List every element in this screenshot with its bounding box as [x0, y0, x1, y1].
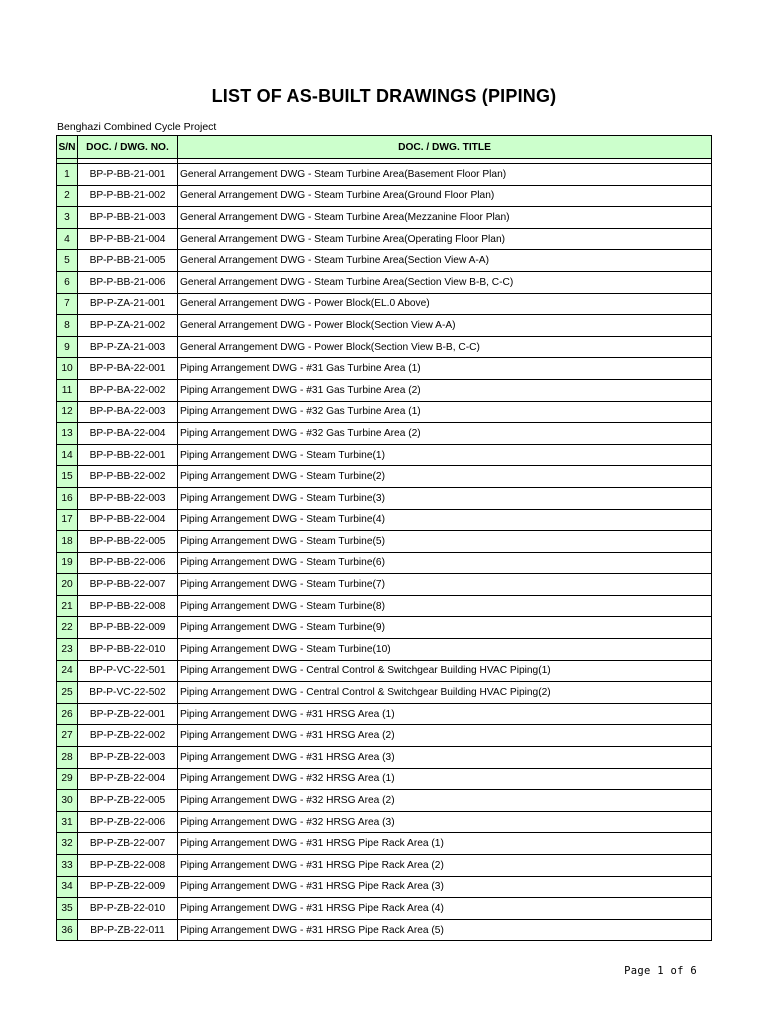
row-sn-cell: 2: [57, 185, 78, 207]
row-doc-no-cell: BP-P-BB-22-004: [78, 509, 178, 531]
row-doc-title-cell: General Arrangement DWG - Steam Turbine Area(Ground Floor Plan): [178, 185, 712, 207]
row-sn-cell: 30: [57, 790, 78, 812]
row-doc-no-cell: BP-P-BB-21-003: [78, 207, 178, 229]
table-row: [57, 725, 712, 747]
table-row: [57, 185, 712, 207]
row-sn-cell: 35: [57, 898, 78, 920]
table-row: [57, 617, 712, 639]
row-sn-cell: 16: [57, 487, 78, 509]
row-sn-cell: 27: [57, 725, 78, 747]
table-row: [57, 747, 712, 769]
row-sn-cell: 18: [57, 531, 78, 553]
table-row: [57, 207, 712, 229]
row-doc-title-cell: Piping Arrangement DWG - Steam Turbine(10): [178, 639, 712, 661]
row-doc-title-cell: Piping Arrangement DWG - #32 HRSG Area (3): [178, 811, 712, 833]
row-doc-no-cell: BP-P-BA-22-001: [78, 358, 178, 380]
row-doc-no-cell: BP-P-ZB-22-011: [78, 919, 178, 941]
row-sn-cell: 19: [57, 552, 78, 574]
table-row: [57, 423, 712, 445]
row-doc-title-cell: General Arrangement DWG - Steam Turbine Area(Operating Floor Plan): [178, 228, 712, 250]
table-row: [57, 682, 712, 704]
table-row: [57, 164, 712, 186]
row-doc-title-cell: General Arrangement DWG - Steam Turbine Area(Section View B-B, C-C): [178, 271, 712, 293]
row-doc-title-cell: Piping Arrangement DWG - #31 HRSG Pipe Rack Area (3): [178, 876, 712, 898]
row-doc-no-cell: BP-P-ZB-22-005: [78, 790, 178, 812]
row-doc-title-cell: General Arrangement DWG - Power Block(Section View B-B, C-C): [178, 336, 712, 358]
row-sn-cell: 29: [57, 768, 78, 790]
table-row: [57, 293, 712, 315]
table-row: [57, 444, 712, 466]
row-doc-no-cell: BP-P-BB-21-006: [78, 271, 178, 293]
row-doc-no-cell: BP-P-ZB-22-009: [78, 876, 178, 898]
row-sn-cell: 15: [57, 466, 78, 488]
table-row: [57, 876, 712, 898]
row-doc-title-cell: Piping Arrangement DWG - #31 HRSG Area (2): [178, 725, 712, 747]
row-sn-cell: 11: [57, 379, 78, 401]
row-doc-no-cell: BP-P-ZA-21-003: [78, 336, 178, 358]
table-row: [57, 639, 712, 661]
row-doc-title-cell: General Arrangement DWG - Steam Turbine Area(Basement Floor Plan): [178, 164, 712, 186]
row-doc-no-cell: BP-P-ZA-21-001: [78, 293, 178, 315]
row-doc-title-cell: Piping Arrangement DWG - #31 HRSG Area (3): [178, 747, 712, 769]
table-row: [57, 401, 712, 423]
row-sn-cell: 21: [57, 595, 78, 617]
table-row: [57, 811, 712, 833]
row-doc-no-cell: BP-P-VC-22-502: [78, 682, 178, 704]
row-doc-title-cell: Piping Arrangement DWG - #31 HRSG Pipe Rack Area (1): [178, 833, 712, 855]
row-sn-cell: 8: [57, 315, 78, 337]
table-row: [57, 315, 712, 337]
row-doc-no-cell: BP-P-ZB-22-008: [78, 855, 178, 877]
table-row: [57, 509, 712, 531]
row-doc-no-cell: BP-P-ZB-22-004: [78, 768, 178, 790]
row-doc-no-cell: BP-P-ZB-22-010: [78, 898, 178, 920]
row-doc-title-cell: Piping Arrangement DWG - Steam Turbine(8): [178, 595, 712, 617]
row-sn-cell: 36: [57, 919, 78, 941]
table-row: [57, 250, 712, 272]
row-sn-cell: 22: [57, 617, 78, 639]
header-doc-title: DOC. / DWG. TITLE: [178, 136, 712, 159]
table-row: [57, 228, 712, 250]
row-sn-cell: 24: [57, 660, 78, 682]
table-row: [57, 466, 712, 488]
row-doc-title-cell: General Arrangement DWG - Steam Turbine Area(Section View A-A): [178, 250, 712, 272]
row-doc-no-cell: BP-P-ZB-22-002: [78, 725, 178, 747]
row-doc-no-cell: BP-P-VC-22-501: [78, 660, 178, 682]
table-row: [57, 487, 712, 509]
row-doc-title-cell: Piping Arrangement DWG - Steam Turbine(7): [178, 574, 712, 596]
page-number: Page 1 of 6: [624, 965, 697, 977]
row-doc-no-cell: BP-P-BB-22-002: [78, 466, 178, 488]
project-name: Benghazi Combined Cycle Project: [57, 121, 217, 133]
table-row: [57, 574, 712, 596]
row-doc-title-cell: Piping Arrangement DWG - #31 HRSG Pipe Rack Area (4): [178, 898, 712, 920]
row-doc-title-cell: Piping Arrangement DWG - #32 HRSG Area (1): [178, 768, 712, 790]
row-sn-cell: 28: [57, 747, 78, 769]
header-doc-no: DOC. / DWG. NO.: [78, 136, 178, 159]
row-doc-no-cell: BP-P-BB-22-009: [78, 617, 178, 639]
row-doc-no-cell: BP-P-BB-22-010: [78, 639, 178, 661]
row-doc-title-cell: Piping Arrangement DWG - #31 Gas Turbine Area (1): [178, 358, 712, 380]
row-sn-cell: 10: [57, 358, 78, 380]
table-row: [57, 833, 712, 855]
row-doc-no-cell: BP-P-BB-21-001: [78, 164, 178, 186]
table-row: [57, 358, 712, 380]
row-doc-title-cell: Piping Arrangement DWG - #32 Gas Turbine Area (1): [178, 401, 712, 423]
row-doc-title-cell: Piping Arrangement DWG - Steam Turbine(6): [178, 552, 712, 574]
row-doc-no-cell: BP-P-BB-22-007: [78, 574, 178, 596]
row-doc-no-cell: BP-P-BA-22-003: [78, 401, 178, 423]
row-doc-no-cell: BP-P-BB-22-003: [78, 487, 178, 509]
row-doc-title-cell: General Arrangement DWG - Steam Turbine Area(Mezzanine Floor Plan): [178, 207, 712, 229]
row-doc-title-cell: Piping Arrangement DWG - #32 Gas Turbine Area (2): [178, 423, 712, 445]
table-row: [57, 790, 712, 812]
document-title: LIST OF AS-BUILT DRAWINGS (PIPING): [211, 86, 557, 106]
row-sn-cell: 20: [57, 574, 78, 596]
row-doc-no-cell: BP-P-BB-21-004: [78, 228, 178, 250]
table-row: [57, 336, 712, 358]
row-sn-cell: 3: [57, 207, 78, 229]
row-doc-title-cell: Piping Arrangement DWG - Steam Turbine(5): [178, 531, 712, 553]
row-sn-cell: 6: [57, 271, 78, 293]
row-doc-title-cell: Piping Arrangement DWG - Central Control & Switchgear Building HVAC Piping(2): [178, 682, 712, 704]
row-doc-title-cell: Piping Arrangement DWG - #32 HRSG Area (2): [178, 790, 712, 812]
row-doc-title-cell: Piping Arrangement DWG - #31 HRSG Pipe Rack Area (2): [178, 855, 712, 877]
row-sn-cell: 1: [57, 164, 78, 186]
row-doc-title-cell: Piping Arrangement DWG - #31 Gas Turbine Area (2): [178, 379, 712, 401]
row-doc-no-cell: BP-P-ZB-22-007: [78, 833, 178, 855]
row-doc-title-cell: Piping Arrangement DWG - #31 HRSG Pipe Rack Area (5): [178, 919, 712, 941]
row-sn-cell: 23: [57, 639, 78, 661]
row-doc-title-cell: Piping Arrangement DWG - Steam Turbine(3): [178, 487, 712, 509]
row-doc-title-cell: Piping Arrangement DWG - Central Control & Switchgear Building HVAC Piping(1): [178, 660, 712, 682]
table-row: [57, 595, 712, 617]
row-doc-title-cell: Piping Arrangement DWG - #31 HRSG Area (1): [178, 703, 712, 725]
table-row: [57, 768, 712, 790]
table-row: [57, 919, 712, 941]
row-sn-cell: 13: [57, 423, 78, 445]
row-sn-cell: 31: [57, 811, 78, 833]
row-sn-cell: 5: [57, 250, 78, 272]
row-doc-title-cell: Piping Arrangement DWG - Steam Turbine(9): [178, 617, 712, 639]
drawing-list-table: [56, 135, 712, 941]
row-doc-title-cell: General Arrangement DWG - Power Block(Section View A-A): [178, 315, 712, 337]
row-doc-title-cell: Piping Arrangement DWG - Steam Turbine(4): [178, 509, 712, 531]
row-doc-title-cell: Piping Arrangement DWG - Steam Turbine(2): [178, 466, 712, 488]
table-row: [57, 703, 712, 725]
row-sn-cell: 9: [57, 336, 78, 358]
table-row: [57, 898, 712, 920]
row-doc-no-cell: BP-P-BB-22-006: [78, 552, 178, 574]
header-sn: S/N: [57, 136, 78, 159]
row-doc-no-cell: BP-P-ZB-22-001: [78, 703, 178, 725]
row-doc-no-cell: BP-P-ZB-22-003: [78, 747, 178, 769]
table-row: [57, 855, 712, 877]
row-doc-no-cell: BP-P-ZA-21-002: [78, 315, 178, 337]
row-sn-cell: 7: [57, 293, 78, 315]
table-row: [57, 271, 712, 293]
row-sn-cell: 4: [57, 228, 78, 250]
row-sn-cell: 25: [57, 682, 78, 704]
table-row: [57, 531, 712, 553]
table-row: [57, 552, 712, 574]
row-sn-cell: 12: [57, 401, 78, 423]
table-header-row: [57, 136, 712, 159]
row-doc-no-cell: BP-P-BB-21-002: [78, 185, 178, 207]
row-doc-no-cell: BP-P-BB-21-005: [78, 250, 178, 272]
row-sn-cell: 32: [57, 833, 78, 855]
row-sn-cell: 17: [57, 509, 78, 531]
row-doc-title-cell: Piping Arrangement DWG - Steam Turbine(1): [178, 444, 712, 466]
row-doc-no-cell: BP-P-BA-22-004: [78, 423, 178, 445]
row-sn-cell: 34: [57, 876, 78, 898]
table-row: [57, 660, 712, 682]
row-doc-no-cell: BP-P-ZB-22-006: [78, 811, 178, 833]
row-doc-no-cell: BP-P-BA-22-002: [78, 379, 178, 401]
row-doc-title-cell: General Arrangement DWG - Power Block(EL.0 Above): [178, 293, 712, 315]
row-sn-cell: 26: [57, 703, 78, 725]
table-row: [57, 379, 712, 401]
row-sn-cell: 33: [57, 855, 78, 877]
row-doc-no-cell: BP-P-BB-22-001: [78, 444, 178, 466]
row-sn-cell: 14: [57, 444, 78, 466]
row-doc-no-cell: BP-P-BB-22-005: [78, 531, 178, 553]
row-doc-no-cell: BP-P-BB-22-008: [78, 595, 178, 617]
